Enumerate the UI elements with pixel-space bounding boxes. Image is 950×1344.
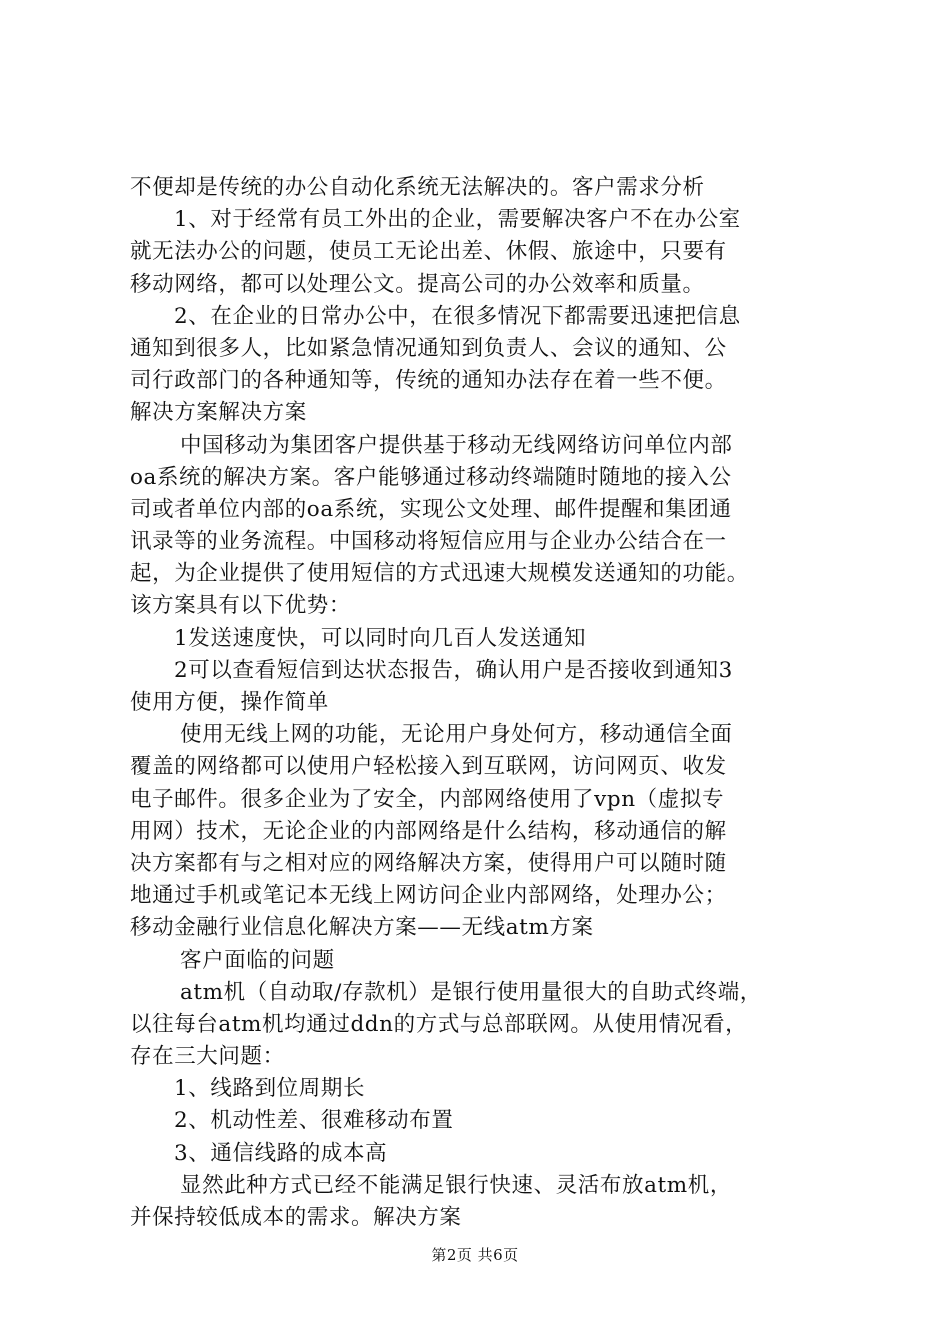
- text-line: 2、在企业的日常办公中，在很多情况下都需要迅速把信息: [174, 303, 741, 329]
- text-line: 以往每台atm机均通过ddn的方式与总部联网。从使用情况看，: [130, 1011, 748, 1037]
- text-line: 使用方便，操作简单: [130, 690, 329, 715]
- document-body: [130, 172, 830, 1234]
- text-line: 讯录等的业务流程。中国移动将短信应用与企业办公结合在一: [130, 529, 727, 555]
- text-line: 覆盖的网络都可以使用户轻松接入到互联网，访问网页、收发: [130, 754, 727, 780]
- text-line: atm机（自动取/存款机）是银行使用量很大的自助式终端，: [180, 979, 762, 1005]
- text-line: 移动网络，都可以处理公文。提高公司的办公效率和质量。: [130, 271, 705, 297]
- text-line: 存在三大问题：: [130, 1044, 285, 1070]
- section-heading: 移动金融行业信息化解决方案——无线atm方案: [130, 915, 594, 941]
- text-line: 地通过手机或笔记本无线上网访问企业内部网络，处理办公；: [130, 883, 727, 909]
- list-item: 1、线路到位周期长: [174, 1076, 366, 1102]
- list-item: 1发送速度快，可以同时向几百人发送通知: [174, 625, 587, 651]
- text-line: oa系统的解决方案。客户能够通过移动终端随时随地的接入公: [130, 464, 732, 490]
- text-line: 就无法办公的问题，使员工无论出差、休假、旅途中，只要有: [130, 239, 727, 265]
- text-line: 决方案都有与之相对应的网络解决方案，使得用户可以随时随: [130, 850, 727, 876]
- text-line: 司或者单位内部的oa系统，实现公文处理、邮件提醒和集团通: [130, 496, 732, 522]
- text-line: 该方案具有以下优势：: [130, 593, 352, 619]
- text-line: 并保持较低成本的需求。解决方案: [130, 1205, 462, 1230]
- page-number: 第2页 共6页: [431, 1246, 519, 1264]
- text-line: 起，为企业提供了使用短信的方式迅速大规模发送通知的功能。: [130, 561, 749, 587]
- section-heading: 解决方案解决方案: [130, 400, 307, 426]
- subheading: 客户面临的问题: [180, 947, 335, 973]
- text-line: 1、对于经常有员工外出的企业，需要解决客户不在办公室: [174, 207, 741, 233]
- text-line: 司行政部门的各种通知等，传统的通知办法存在着一些不便。: [130, 368, 727, 394]
- list-item: 2、机动性差、很难移动布置: [174, 1108, 454, 1134]
- list-item: 3、通信线路的成本高: [174, 1140, 388, 1166]
- text-line: 中国移动为集团客户提供基于移动无线网络访问单位内部: [180, 432, 733, 458]
- text-line: 电子邮件。很多企业为了安全，内部网络使用了vpn（虚拟专: [130, 786, 725, 812]
- text-line: 使用无线上网的功能，无论用户身处何方，移动通信全面: [180, 722, 733, 748]
- text-line: 用网）技术，无论企业的内部网络是什么结构，移动通信的解: [130, 818, 727, 844]
- list-item: 2可以查看短信到达状态报告，确认用户是否接收到通知3: [174, 657, 733, 683]
- text-line: 不便却是传统的办公自动化系统无法解决的。客户需求分析: [130, 175, 705, 200]
- text-line: 显然此种方式已经不能满足银行快速、灵活布放atm机，: [180, 1172, 732, 1198]
- text-line: 通知到很多人，比如紧急情况通知到负责人、会议的通知、公: [130, 335, 727, 361]
